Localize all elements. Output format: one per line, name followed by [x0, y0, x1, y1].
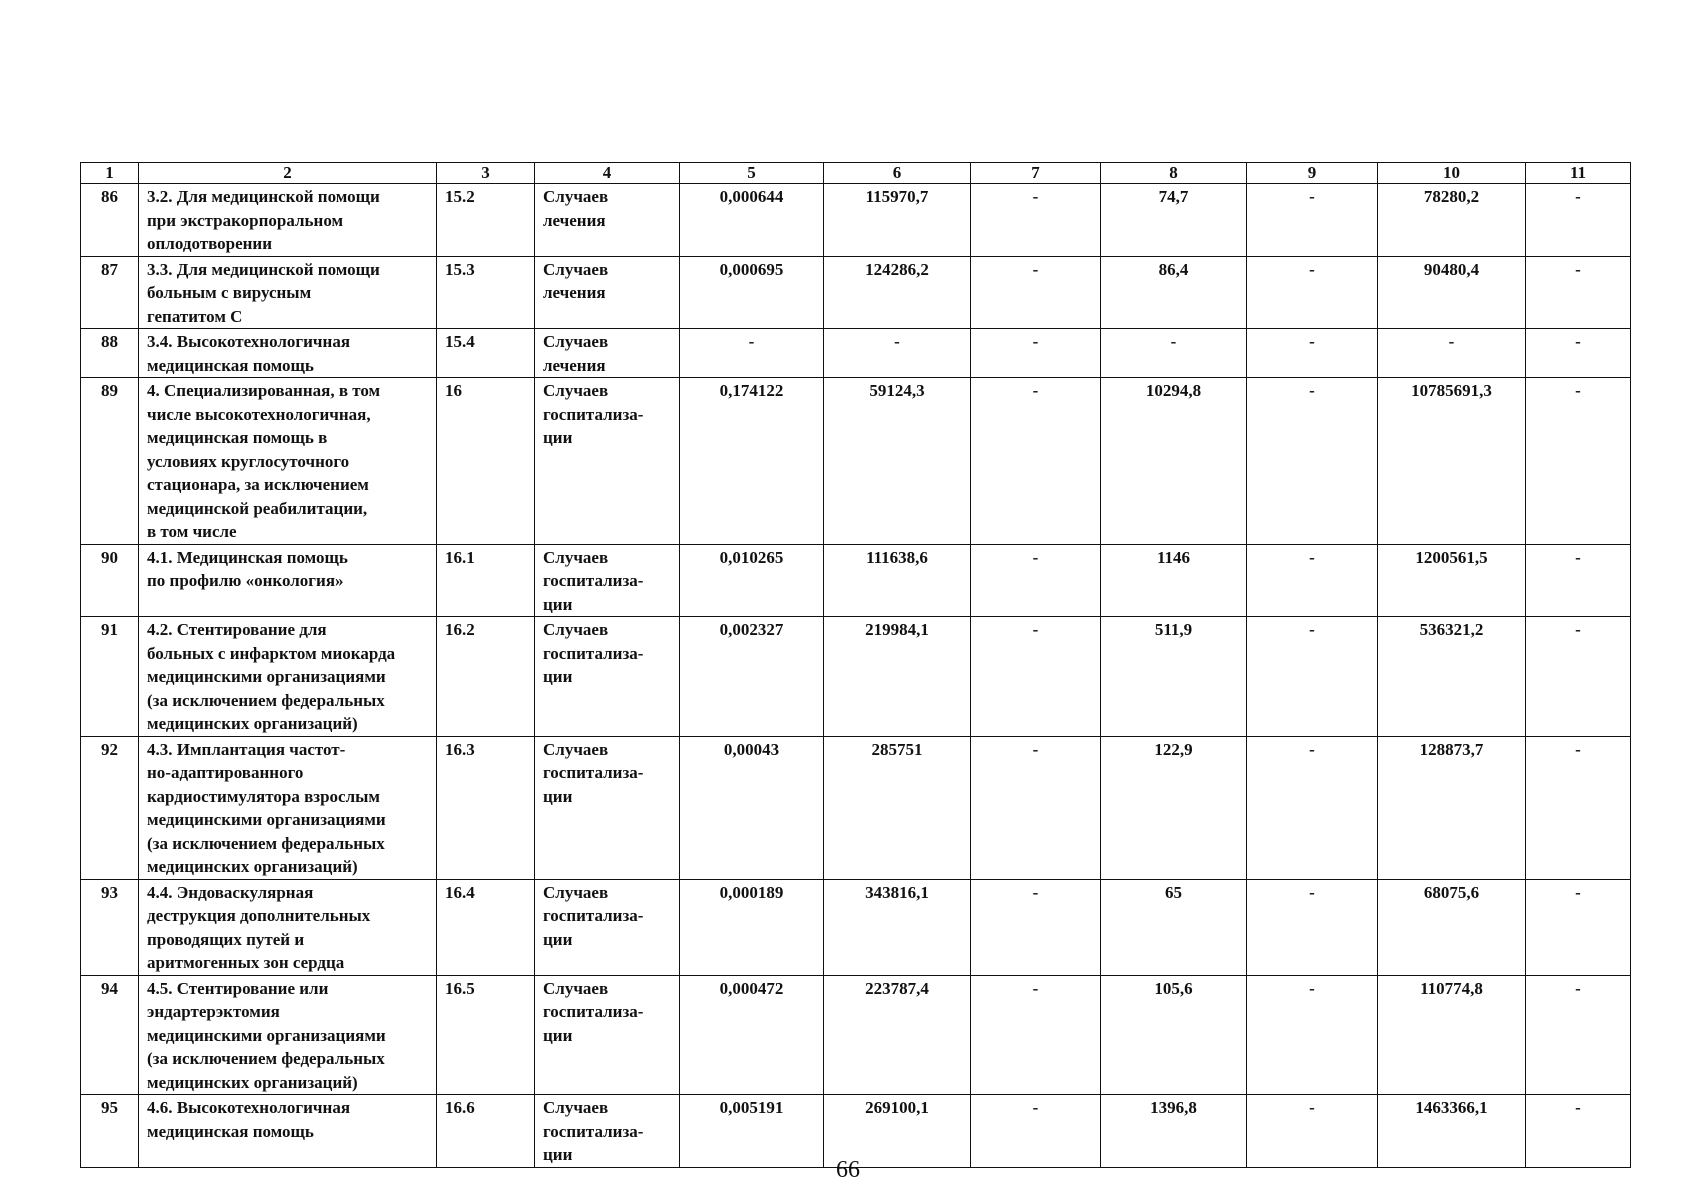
- col5-cell: 0,002327: [680, 617, 824, 737]
- column-header: 4: [535, 163, 680, 184]
- col9-cell: -: [1247, 544, 1378, 617]
- col5-cell: 0,010265: [680, 544, 824, 617]
- col5-cell: 0,005191: [680, 1095, 824, 1168]
- row-number-cell: 87: [81, 256, 139, 329]
- col5-cell: 0,174122: [680, 378, 824, 545]
- col7-cell: -: [971, 879, 1101, 975]
- care-type-cell-line: 3.2. Для медицинской помощи: [147, 187, 380, 206]
- col5-cell: 0,00043: [680, 736, 824, 879]
- line-code-cell: 16.4: [437, 879, 535, 975]
- care-type-cell-line: (за исключением федеральных: [147, 833, 385, 853]
- care-type-cell-line: больных с инфарктом миокарда: [147, 643, 396, 663]
- col7-cell: -: [971, 736, 1101, 879]
- data-table: [80, 162, 1631, 1168]
- col11-cell: -: [1526, 975, 1631, 1095]
- table-row: [81, 329, 1631, 378]
- col10-cell: 78280,2: [1378, 184, 1526, 257]
- care-type-cell-line: 4.3. Имплантация частот-: [147, 739, 346, 759]
- care-type-cell-line: аритмогенных зон сердца: [147, 953, 345, 972]
- unit-cell: [535, 329, 680, 378]
- col6-cell: 343816,1: [824, 879, 971, 975]
- line-code-cell: 15.4: [437, 329, 535, 378]
- care-type-cell-line: 4.2. Стентирование для: [147, 620, 327, 639]
- care-type-cell: [139, 256, 437, 329]
- care-type-cell-line: но-адаптированного: [147, 763, 304, 782]
- col7-cell: -: [971, 378, 1101, 545]
- care-type-cell-line: медицинских организаций): [147, 857, 358, 876]
- unit-cell-line: ции: [543, 1145, 573, 1164]
- col10-cell: 90480,4: [1378, 256, 1526, 329]
- column-header: 3: [437, 163, 535, 184]
- row-number-cell: 90: [81, 544, 139, 617]
- care-type-cell-line: 4.5. Стентирование или: [147, 978, 329, 998]
- unit-cell-line: госпитализа-: [543, 1002, 644, 1021]
- column-header: 6: [824, 163, 971, 184]
- col6-cell: 111638,6: [824, 544, 971, 617]
- col5-cell: 0,000472: [680, 975, 824, 1095]
- col5-cell: 0,000189: [680, 879, 824, 975]
- col8-cell: 10294,8: [1101, 378, 1247, 545]
- table-row: [81, 184, 1631, 257]
- col11-cell: -: [1526, 544, 1631, 617]
- col11-cell: -: [1526, 329, 1631, 378]
- col10-cell: 110774,8: [1378, 975, 1526, 1095]
- care-type-cell-line: медицинской реабилитации,: [147, 498, 368, 518]
- unit-cell-line: ции: [543, 786, 573, 806]
- unit-cell-line: Случаев: [543, 381, 609, 400]
- col6-cell: 223787,4: [824, 975, 971, 1095]
- unit-cell-line: госпитализа-: [543, 571, 644, 590]
- unit-cell: [535, 256, 680, 329]
- col9-cell: -: [1247, 378, 1378, 545]
- row-number-cell: 93: [81, 879, 139, 975]
- column-header: 8: [1101, 163, 1247, 184]
- line-code-cell: 16.6: [437, 1095, 535, 1168]
- care-type-cell-line: стационара, за исключением: [147, 475, 369, 494]
- col6-cell: 59124,3: [824, 378, 971, 545]
- care-type-cell: [139, 544, 437, 617]
- page-number: 66: [836, 1157, 860, 1183]
- col10-cell: 1463366,1: [1378, 1095, 1526, 1168]
- care-type-cell: [139, 184, 437, 257]
- unit-cell-line: госпитализа-: [543, 906, 644, 925]
- col8-cell: 1146: [1101, 544, 1247, 617]
- unit-cell-line: госпитализа-: [543, 404, 644, 424]
- line-code-cell: 16.1: [437, 544, 535, 617]
- col10-cell: 536321,2: [1378, 617, 1526, 737]
- care-type-cell-line: медицинских организаций): [147, 714, 358, 733]
- unit-cell-line: ции: [543, 594, 573, 614]
- row-number-cell: 92: [81, 736, 139, 879]
- table-row: [81, 975, 1631, 1095]
- unit-cell-line: ции: [543, 667, 573, 686]
- care-type-cell-line: при экстракорпоральном: [147, 210, 344, 230]
- col6-cell: 124286,2: [824, 256, 971, 329]
- care-type-cell-line: 4. Специализированная, в том: [147, 381, 381, 400]
- col9-cell: -: [1247, 329, 1378, 378]
- col6-cell: 115970,7: [824, 184, 971, 257]
- unit-cell-line: госпитализа-: [543, 763, 644, 782]
- line-code-cell: 16.5: [437, 975, 535, 1095]
- care-type-cell-line: 4.4. Эндоваскулярная: [147, 882, 314, 902]
- care-type-cell-line: (за исключением федеральных: [147, 690, 385, 710]
- col6-cell: 269100,1: [824, 1095, 971, 1168]
- care-type-cell-line: проводящих путей и: [147, 929, 305, 949]
- column-header: 1: [81, 163, 139, 184]
- table-row: [81, 617, 1631, 737]
- care-type-cell-line: условиях круглосуточного: [147, 451, 350, 471]
- line-code-cell: 16.3: [437, 736, 535, 879]
- col9-cell: -: [1247, 184, 1378, 257]
- col9-cell: -: [1247, 1095, 1378, 1168]
- col8-cell: 86,4: [1101, 256, 1247, 329]
- col8-cell: 122,9: [1101, 736, 1247, 879]
- col8-cell: 1396,8: [1101, 1095, 1247, 1168]
- care-type-cell-line: (за исключением федеральных: [147, 1049, 385, 1068]
- care-type-cell-line: кардиостимулятора взрослым: [147, 786, 380, 806]
- col10-cell: 1200561,5: [1378, 544, 1526, 617]
- care-type-cell-line: больным с вирусным: [147, 283, 312, 302]
- col11-cell: -: [1526, 617, 1631, 737]
- unit-cell-line: Случаев: [543, 978, 609, 998]
- col9-cell: -: [1247, 617, 1378, 737]
- col8-cell: 105,6: [1101, 975, 1247, 1095]
- col6-cell: 219984,1: [824, 617, 971, 737]
- care-type-cell-line: медицинская помощь: [147, 355, 314, 375]
- care-type-cell: [139, 378, 437, 545]
- col5-cell: 0,000695: [680, 256, 824, 329]
- care-type-cell: [139, 736, 437, 879]
- column-header: 7: [971, 163, 1101, 184]
- col11-cell: -: [1526, 879, 1631, 975]
- column-header: 11: [1526, 163, 1631, 184]
- col6-cell: 285751: [824, 736, 971, 879]
- line-code-cell: 16.2: [437, 617, 535, 737]
- col8-cell: -: [1101, 329, 1247, 378]
- col9-cell: -: [1247, 736, 1378, 879]
- unit-cell: [535, 544, 680, 617]
- table-body: [81, 163, 1631, 1168]
- table-row: [81, 256, 1631, 329]
- column-number-row: [81, 163, 1631, 184]
- col7-cell: -: [971, 1095, 1101, 1168]
- col10-cell: 10785691,3: [1378, 378, 1526, 545]
- col8-cell: 511,9: [1101, 617, 1247, 737]
- col8-cell: 65: [1101, 879, 1247, 975]
- unit-cell: [535, 617, 680, 737]
- care-type-cell-line: медицинских организаций): [147, 1072, 358, 1092]
- care-type-cell-line: эндартерэктомия: [147, 1002, 280, 1021]
- column-header: 2: [139, 163, 437, 184]
- col7-cell: -: [971, 184, 1101, 257]
- care-type-cell: [139, 879, 437, 975]
- col11-cell: -: [1526, 256, 1631, 329]
- care-type-cell-line: оплодотворении: [147, 234, 273, 253]
- row-number-cell: 94: [81, 975, 139, 1095]
- unit-cell-line: Случаев: [543, 739, 609, 759]
- col5-cell: 0,000644: [680, 184, 824, 257]
- row-number-cell: 86: [81, 184, 139, 257]
- table-row: [81, 736, 1631, 879]
- care-type-cell-line: 4.1. Медицинская помощь: [147, 547, 348, 567]
- unit-cell-line: ции: [543, 1025, 573, 1045]
- col11-cell: -: [1526, 378, 1631, 545]
- unit-cell-line: лечения: [543, 283, 606, 302]
- care-type-cell-line: медицинскими организациями: [147, 667, 386, 686]
- unit-cell-line: Случаев: [543, 620, 609, 639]
- col11-cell: -: [1526, 1095, 1631, 1168]
- unit-cell-line: Случаев: [543, 259, 609, 279]
- care-type-cell: [139, 617, 437, 737]
- col7-cell: -: [971, 617, 1101, 737]
- unit-cell: [535, 975, 680, 1095]
- unit-cell-line: Случаев: [543, 547, 609, 567]
- unit-cell-line: госпитализа-: [543, 643, 644, 663]
- col8-cell: 74,7: [1101, 184, 1247, 257]
- unit-cell-line: ции: [543, 428, 573, 447]
- line-code-cell: 15.3: [437, 256, 535, 329]
- care-type-cell-line: медицинская помощь: [147, 1121, 314, 1141]
- col9-cell: -: [1247, 256, 1378, 329]
- column-header: 9: [1247, 163, 1378, 184]
- row-number-cell: 88: [81, 329, 139, 378]
- unit-cell-line: лечения: [543, 210, 606, 230]
- unit-cell-line: Случаев: [543, 1098, 609, 1117]
- col7-cell: -: [971, 975, 1101, 1095]
- col7-cell: -: [971, 256, 1101, 329]
- unit-cell: [535, 879, 680, 975]
- row-number-cell: 89: [81, 378, 139, 545]
- unit-cell: [535, 378, 680, 545]
- care-type-cell-line: медицинскими организациями: [147, 810, 386, 829]
- care-type-cell-line: в том числе: [147, 522, 237, 541]
- unit-cell-line: Случаев: [543, 332, 609, 351]
- col7-cell: -: [971, 544, 1101, 617]
- column-header: 10: [1378, 163, 1526, 184]
- unit-cell-line: Случаев: [543, 187, 609, 206]
- column-header: 5: [680, 163, 824, 184]
- care-type-cell: [139, 975, 437, 1095]
- care-type-cell-line: 3.4. Высокотехнологичная: [147, 332, 351, 351]
- care-type-cell-line: по профилю «онкология»: [147, 571, 344, 590]
- row-number-cell: 91: [81, 617, 139, 737]
- col11-cell: -: [1526, 184, 1631, 257]
- unit-cell-line: госпитализа-: [543, 1121, 644, 1141]
- unit-cell: [535, 736, 680, 879]
- table-row: [81, 544, 1631, 617]
- care-type-cell-line: гепатитом С: [147, 306, 243, 326]
- col6-cell: -: [824, 329, 971, 378]
- unit-cell: [535, 184, 680, 257]
- col10-cell: -: [1378, 329, 1526, 378]
- care-type-cell-line: деструкция дополнительных: [147, 906, 371, 925]
- col9-cell: -: [1247, 975, 1378, 1095]
- row-number-cell: 95: [81, 1095, 139, 1168]
- table-row: [81, 378, 1631, 545]
- care-type-cell-line: медицинскими организациями: [147, 1025, 386, 1045]
- care-type-cell-line: числе высокотехнологичная,: [147, 404, 371, 424]
- col10-cell: 68075,6: [1378, 879, 1526, 975]
- line-code-cell: 15.2: [437, 184, 535, 257]
- care-type-cell-line: медицинская помощь в: [147, 428, 328, 447]
- care-type-cell-line: 3.3. Для медицинской помощи: [147, 259, 380, 279]
- unit-cell-line: лечения: [543, 355, 606, 375]
- care-type-cell: [139, 329, 437, 378]
- col10-cell: 128873,7: [1378, 736, 1526, 879]
- col11-cell: -: [1526, 736, 1631, 879]
- table-row: [81, 879, 1631, 975]
- unit-cell-line: Случаев: [543, 882, 609, 902]
- care-type-cell-line: 4.6. Высокотехнологичная: [147, 1098, 351, 1117]
- col5-cell: -: [680, 329, 824, 378]
- unit-cell-line: ции: [543, 929, 573, 949]
- col9-cell: -: [1247, 879, 1378, 975]
- col7-cell: -: [971, 329, 1101, 378]
- line-code-cell: 16: [437, 378, 535, 545]
